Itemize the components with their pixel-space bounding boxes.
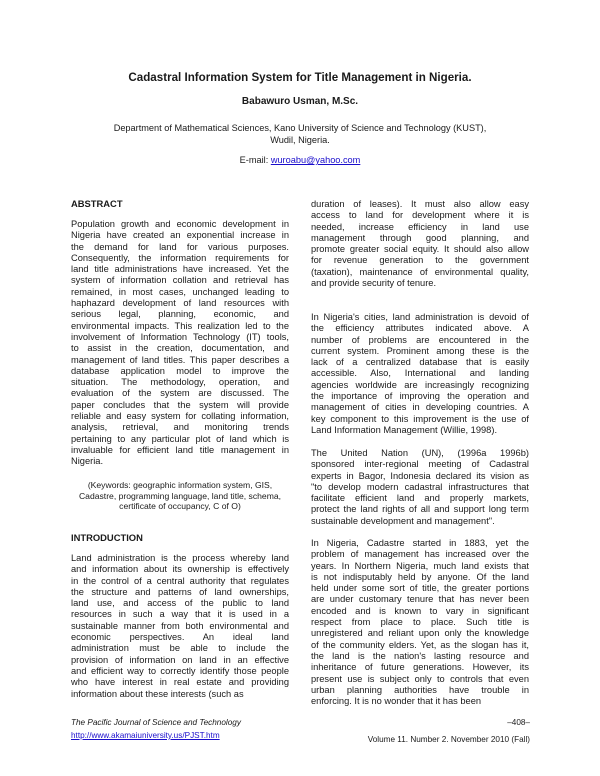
- email-link[interactable]: wuroabu@yahoo.com: [270, 155, 361, 165]
- text-line: involvement of Information Technology (IT) tools,: [71, 331, 289, 342]
- text-line: current system. Prominent among these is the: [311, 345, 529, 356]
- text-line: enforcing. It is no wonder that it has been: [311, 696, 482, 707]
- body-paragraph: [311, 538, 529, 707]
- text-line: land use, and access of the public to land: [71, 598, 289, 609]
- text-line: and efficient way to correctly identify those people: [71, 665, 289, 676]
- email-label: E-mail:: [239, 155, 271, 165]
- text-line: problem of management has increased over the: [311, 549, 529, 560]
- keywords-line: Cadastre, programming language, land title, schema,: [78, 490, 282, 501]
- text-line: haphazard development of land resources with: [71, 298, 289, 309]
- text-line: the structure and patterns of land ownerships,: [71, 586, 289, 597]
- text-line: encoded and is known to vary in significant: [311, 605, 529, 616]
- text-line: economic perspectives. An ideal land: [71, 632, 289, 643]
- keywords-line: (Keywords: geographic information system, GIS,: [87, 480, 273, 490]
- text-line: invaluable for efficient land title management in: [71, 444, 289, 455]
- journal-url-link[interactable]: http://www.akamaiuniversity.us/PJST.htm: [71, 731, 220, 740]
- text-line: management through good planning, and: [311, 232, 529, 243]
- text-line: promote greater social equity. It should also allow: [311, 244, 529, 255]
- text-line: agencies worldwide are increasingly recognizing: [311, 379, 529, 390]
- keywords: [71, 480, 289, 512]
- text-line: the demand for land for various purposes.: [71, 241, 289, 252]
- text-line: of the community elders. Yet, as the slogan has it,: [311, 639, 529, 650]
- body-paragraph: [311, 448, 529, 527]
- text-line: sponsored inter-regional meeting of Cadastral: [311, 459, 529, 470]
- text-line: years. In Northern Nigeria, much land exists that: [311, 560, 529, 571]
- affiliation-line-1: Department of Mathematical Sciences, Kano University of Science and Technology (KUST),: [113, 123, 487, 133]
- text-line: situation. The methodology, operation, and: [71, 377, 289, 388]
- text-line: Land administration is the process whereby land: [71, 553, 289, 563]
- text-line: experts in Bagor, Indonesia declared its vision as: [311, 470, 529, 481]
- text-line: access to land for development where it is: [311, 210, 529, 221]
- text-line: Population growth and economic development in: [71, 219, 289, 229]
- text-line: pertaining to any particular plot of land which is: [71, 433, 289, 444]
- text-line: urban planning authorities have trouble in: [311, 684, 529, 695]
- text-line: facilitate efficient land and properly markets,: [311, 493, 529, 504]
- text-line: Land Information Management (Willie, 1998).: [311, 424, 498, 435]
- text-line: "to develop modern cadastral infrastructures that: [311, 481, 529, 492]
- text-line: sustainable development and management".: [311, 515, 495, 526]
- introduction-paragraph: [71, 553, 289, 700]
- body-paragraph: [311, 312, 529, 436]
- text-line: environmental impacts. This realization led to the: [71, 320, 289, 331]
- keywords-line: certificate of occupancy, C of O): [119, 501, 241, 512]
- text-line: information about these interests (such as: [71, 688, 244, 699]
- text-line: resources in such a way that it is used in a: [71, 609, 289, 620]
- affiliation-line-2: Wudil, Nigeria.: [270, 135, 330, 145]
- text-line: The United Nation (UN), (1996a 1996b): [311, 448, 529, 458]
- text-line: Nigeria have created an exponential increase in: [71, 230, 289, 241]
- email-line: [0, 155, 600, 165]
- text-line: database application model to improve the: [71, 365, 289, 376]
- text-line: held under some sort of title, the greater portions: [311, 583, 529, 594]
- text-line: respect from place to place. Such title is: [311, 617, 529, 628]
- text-line: and provide security of tenure.: [311, 278, 437, 289]
- paper-title: Cadastral Information System for Title Management in Nigeria.: [128, 71, 472, 84]
- text-line: to assist in the creation, documentation, and: [71, 343, 289, 354]
- text-line: reliable and easy system for collating information,: [71, 411, 289, 422]
- text-line: who have interest in real estate and providing: [71, 677, 289, 688]
- text-line: protect the land rights of all and support long term: [311, 504, 529, 515]
- text-line: In Nigeria's cities, land administration is devoid of: [311, 312, 529, 322]
- text-line: are under customary tenure that has never been: [311, 594, 529, 605]
- volume-info: Volume 11. Number 2. November 2010 (Fall): [367, 735, 530, 744]
- text-line: accessible. Also, International and landing: [311, 368, 529, 379]
- text-line: the land is the nation's lasting resource and: [311, 650, 529, 661]
- text-line: evaluation of the system are discussed. The: [71, 388, 289, 399]
- text-line: number of problems are encountered in the: [311, 334, 529, 345]
- text-line: duration of leases). It must also allow easy: [311, 199, 529, 209]
- text-line: key component to this improvement is the use of: [311, 413, 529, 424]
- text-line: administration must be able to include the: [71, 643, 289, 654]
- author-name: Babawuro Usman, M.Sc.: [241, 96, 359, 107]
- text-line: unregistered and reliant upon only the knowledge: [311, 628, 529, 639]
- text-line: sustainable manner from both environmental and: [71, 620, 289, 631]
- text-line: management of cities in developing countries. A: [311, 402, 529, 413]
- text-line: paper concludes that the system will provide: [71, 399, 289, 410]
- text-line: In Nigeria, Cadastre started in 1883, yet the: [311, 538, 529, 548]
- text-line: serious legal, planning, economic, and: [71, 309, 289, 320]
- text-line: remained, in most cases, unchanged leading to: [71, 286, 289, 297]
- text-line: management of land titles. This paper describes a: [71, 354, 289, 365]
- text-line: analysis, retrieval, and monitoring trends: [71, 422, 289, 433]
- text-line: Consequently, the information requirements for: [71, 252, 289, 263]
- text-line: provision of information on land in an effective: [71, 654, 289, 665]
- journal-name: The Pacific Journal of Science and Technology: [71, 718, 241, 727]
- text-line: the importance of improving the operation and: [311, 391, 529, 402]
- text-line: and information about its ownership is effectively: [71, 564, 289, 575]
- text-line: the efficiency attributes indicated above. A: [311, 323, 529, 334]
- text-line: land title administrations have increased. Yet the: [71, 264, 289, 275]
- text-line: is not indisputably held by anyone. Of the land: [311, 571, 529, 582]
- text-line: lack of a centralized database that is easily: [311, 357, 529, 368]
- text-line: inheritance of future generations. However, its: [311, 662, 529, 673]
- text-line: in the control of a central authority that regulates: [71, 575, 289, 586]
- page-number: –408–: [507, 718, 530, 727]
- text-line: needed, increase efficiency in land use: [311, 221, 529, 232]
- text-line: system of information collation and retrieval has: [71, 275, 289, 286]
- body-paragraph: [311, 199, 529, 289]
- text-line: (taxation), maintenance of environmental quality,: [311, 266, 529, 277]
- text-line: Nigeria.: [71, 456, 104, 467]
- text-line: for revenue generation to the government: [311, 255, 529, 266]
- abstract-paragraph: [71, 219, 289, 468]
- introduction-heading: INTRODUCTION: [71, 532, 143, 543]
- text-line: present use is subject only to controls that even: [311, 673, 529, 684]
- abstract-heading: ABSTRACT: [71, 198, 123, 209]
